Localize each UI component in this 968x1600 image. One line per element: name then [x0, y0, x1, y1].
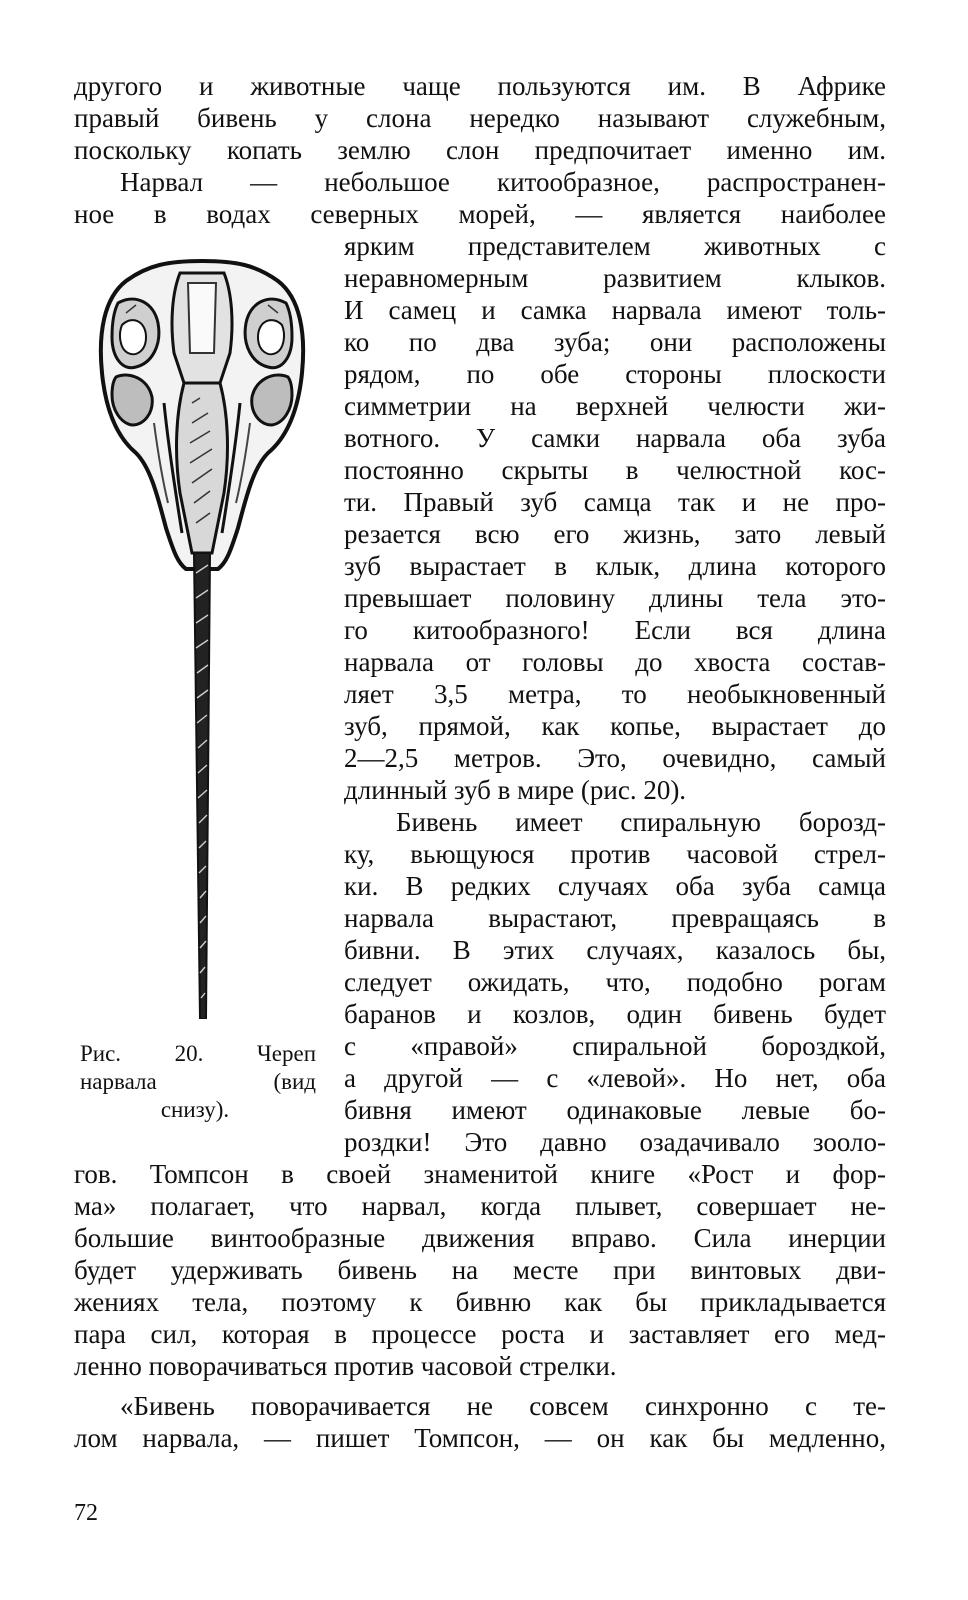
- text-line: зуб, прямой, как копье, вырастает до: [344, 711, 886, 741]
- text-line: бивни. В этих случаях, казалось бы,: [344, 935, 886, 965]
- text-line: рядом, по обе стороны плоскости: [344, 359, 886, 389]
- text-line: ко по два зуба; они расположены: [344, 327, 886, 357]
- text-line: резается всю его жизнь, зато левый: [344, 519, 886, 549]
- text-line: баранов и козлов, один бивень будет: [344, 999, 886, 1029]
- text-line: ма» полагает, что нарвал, когда плывет, совершает не-: [74, 1191, 886, 1221]
- text-line: вотного. У самки нарвала оба зуба: [344, 423, 886, 453]
- text-line: неравномерным развитием клыков.: [344, 263, 886, 293]
- text-line: ное в водах северных морей, — является наиболее: [74, 199, 886, 229]
- text-line: правый бивень у слона нередко называют служебным,: [74, 103, 886, 133]
- text-line: поскольку копать землю слон предпочитает именно им.: [74, 135, 886, 165]
- text-line: жениях тела, поэтому к бивню как бы прикладывается: [74, 1287, 886, 1317]
- text-line: нарвала от головы до хвоста состав-: [344, 647, 886, 677]
- text-line: большие винтообразные движения вправо. Сила инерции: [74, 1223, 886, 1253]
- text-line: пара сил, которая в процессе роста и заставляет его мед-: [74, 1319, 886, 1349]
- text-line: зуб вырастает в клык, длина которого: [344, 551, 886, 581]
- text-line: бивня имеют одинаковые левые бо-: [344, 1095, 886, 1125]
- text-line: ку, вьющуюся против часовой стрел-: [344, 839, 886, 869]
- figure-caption: снизу).: [160, 1097, 230, 1122]
- text-line: ляет 3,5 метра, то необыкновенный: [344, 679, 886, 709]
- text-line: с «правой» спиральной бороздкой,: [344, 1031, 886, 1061]
- text-line: длинный зуб в мире (рис. 20).: [344, 775, 687, 805]
- text-line: Нарвал — небольшое китообразное, распространен-: [120, 167, 886, 197]
- page-number: 72: [74, 1500, 98, 1526]
- text-line: другого и животные чаще пользуются им. В Африке: [74, 71, 886, 101]
- text-line: постоянно скрыты в челюстной кос-: [344, 455, 886, 485]
- narwhal-skull-drawing: [96, 253, 308, 1019]
- text-line: ярким представителем животных с: [344, 231, 886, 261]
- text-line: следует ожидать, что, подобно рогам: [344, 967, 886, 997]
- text-line: Бивень имеет спиральную борозд-: [396, 807, 886, 837]
- text-line: нарвала вырастают, превращаясь в: [344, 903, 886, 933]
- text-line: го китообразного! Если вся длина: [344, 615, 886, 645]
- text-line: будет удерживать бивень на месте при винтовых дви-: [74, 1255, 886, 1285]
- text-line: «Бивень поворачивается не совсем синхронно с те-: [120, 1391, 886, 1421]
- narwhal-skull-illustration: [96, 253, 308, 1019]
- figure-caption: нарвала (вид: [80, 1069, 316, 1094]
- text-line: ти. Правый зуб самца так и не про-: [344, 487, 886, 517]
- text-line: гов. Томпсон в своей знаменитой книге «Рост и фор-: [74, 1159, 886, 1189]
- text-line: роздки! Это давно озадачивало зооло-: [344, 1127, 886, 1157]
- text-line: лом нарвала, — пишет Томпсон, — он как бы медленно,: [74, 1423, 886, 1453]
- text-line: И самец и самка нарвала имеют толь-: [344, 295, 886, 325]
- text-line: превышает половину длины тела это-: [344, 583, 886, 613]
- text-line: а другой — с «левой». Но нет, оба: [344, 1063, 886, 1093]
- text-line: 2—2,5 метров. Это, очевидно, самый: [344, 743, 886, 773]
- text-line: симметрии на верхней челюсти жи-: [344, 391, 886, 421]
- text-line: ки. В редких случаях оба зуба самца: [344, 871, 886, 901]
- figure-caption: Рис. 20. Череп: [80, 1041, 316, 1066]
- text-line: ленно поворачиваться против часовой стрелки.: [74, 1351, 617, 1381]
